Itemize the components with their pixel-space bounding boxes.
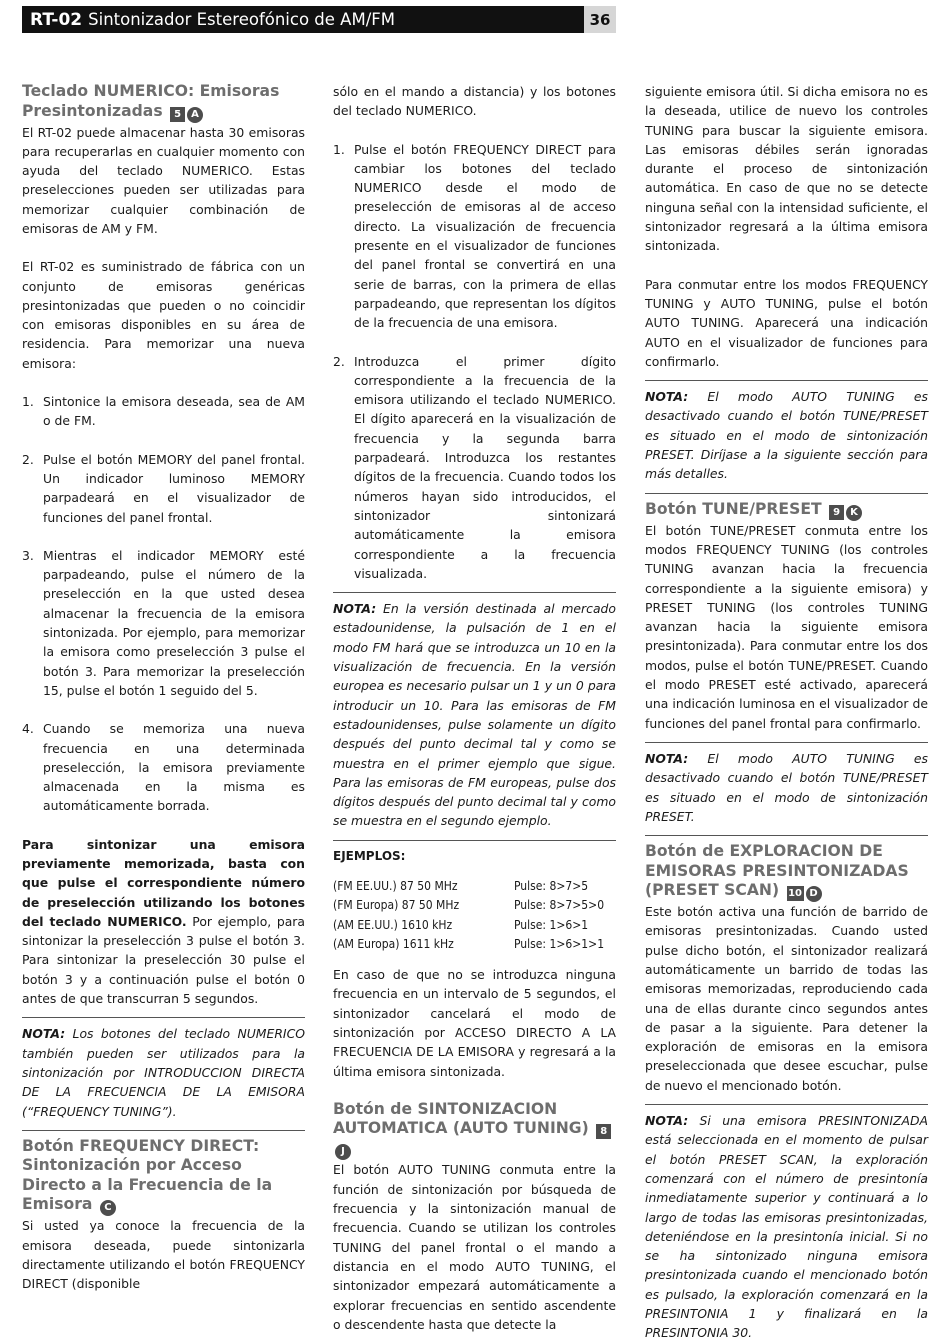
- paragraph: El RT-02 es suministrado de fábrica con un conjunto de emisoras genéricas presintonizadas que pueden o no coincidir con emisoras disponibles en su área de residencia. Para memorizar una nueva emisora:: [22, 259, 305, 371]
- divider: [645, 835, 928, 836]
- divider: [333, 592, 616, 593]
- header-bar: [22, 6, 584, 33]
- list-item: 2. Introduzca el primer dígito correspondiente a la frecuencia de la emisora utilizando el teclado NUMERICO. El dígito aparecerá en la visualización de frecuencia y la segunda barra parpadeará. Introduzca los restantes dígitos de la frecuencia. Cuando todos los números hayan sido introducidos, el sintonizador sintonizará automáticamente la emisora correspondiente a la frecuencia visualizada.: [333, 353, 616, 581]
- column-1: [22, 82, 305, 1294]
- note: NOTA: El modo AUTO TUNING es desactivado cuando el botón TUNE/PRESET es situado en el modo de sintonización PRESET. Diríjase a la siguiente sección para más detalles.: [645, 389, 928, 482]
- table-row: (AM EE.UU.) 1610 kHz Pulse: 1>6>1: [333, 917, 589, 932]
- frequency-direct-steps-list: [333, 140, 616, 584]
- remote-letter-badge: D: [806, 886, 822, 902]
- section-heading-frequency-direct: Botón FREQUENCY DIRECT: Sintonización por Acceso Directo a la Frecuencia de la Emisora C: [22, 1137, 305, 1217]
- paragraph: El botón AUTO TUNING conmuta entre la función de sintonización por búsqueda de frecuencia y la sintonización manual de frecuencia. Cuando se utilizan los controles TUNING del panel frontal o el mando a distancia en el modo AUTO TUNING, el sintonizador empezará automáticamente a explorar frecuencias en sentido ascendente o descendente hasta que detecte la: [333, 1162, 616, 1332]
- button-number-badge: 10: [788, 888, 802, 900]
- button-number-badge: 8: [596, 1124, 611, 1139]
- memory-steps-list: [22, 392, 305, 816]
- remote-letter-badge: C: [100, 1200, 116, 1216]
- table-row: (AM Europa) 1611 kHz Pulse: 1>6>1>1: [333, 936, 605, 951]
- list-item: 1. Sintonice la emisora deseada, sea de AM o de FM.: [22, 394, 305, 429]
- remote-letter-badge: J: [335, 1144, 351, 1160]
- examples-title: EJEMPLOS:: [333, 848, 406, 863]
- paragraph: El botón TUNE/PRESET conmuta entre los modos FREQUENCY TUNING (los controles TUNING avanzan hacia la frecuencia correspondiente a la siguiente emisora) y PRESET TUNING (los controles TUNING avanzan hacia la siguiente emisora presintonizada). Para conmutar entre los dos modos, pulse el botón TUNE/PRESET. Cuando el modo PRESET esté activado, aparecerá una indicación luminosa en el visualizador de funciones del panel frontal para confirmarlo.: [645, 522, 928, 731]
- list-item: 2. Pulse el botón MEMORY del panel frontal. Un indicador luminoso MEMORY parpadeará en el visualizador de funciones del panel frontal.: [22, 451, 305, 525]
- note: NOTA: Los botones del teclado NUMERICO también pueden ser utilizados para la sintonización por INTRODUCCION DIRECTA DE LA FRECUENCIA DE LA EMISORA (“FREQUENCY TUNING”).: [22, 1026, 305, 1119]
- paragraph: Este botón activa una función de barrido de emisoras presintonizadas. Cuando usted pulse dicho botón, el sintonizador realizará automáticamente un barrido de todas las emisoras memorizadas, reproduciendo cada una de ellas durante cinco segundos antes de pasar a la siguiente. Para detener la exploración de emisoras en la emisora preseleccionada que desee escuchar, pulse de nuevo el mencionado botón.: [645, 904, 928, 1093]
- paragraph: Para conmutar entre los modos FREQUENCY TUNING y AUTO TUNING, pulse el botón AUTO TUNING. Aparecerá una indicación AUTO en el visualizador de funciones para confirmarlo.: [645, 276, 928, 369]
- table-row: (FM EE.UU.) 87 50 MHz Pulse: 8>7>5: [333, 878, 589, 893]
- divider: [22, 1130, 305, 1131]
- paragraph: Para sintonizar una emisora previamente memorizada, basta con que pulse el correspondiente número de preselección utilizando los botones del teclado NUMERICO. Por ejemplo, para sintonizar la preselección 3 pulse el botón 3. Para sintonizar la preselección 30 pulse el botón 3 y a continuación pulse el botón 0 antes de que transcurran 5 segundos.: [22, 836, 305, 1007]
- paragraph: El RT-02 puede almacenar hasta 30 emisoras para recuperarlas en cualquier momento con ayuda del teclado NUMERICO. Estas preselecciones pueden ser utilizadas para memorizar cualquier combinación de emisoras de AM y FM.: [22, 124, 305, 236]
- remote-letter-badge: A: [187, 107, 203, 123]
- column-3: [645, 82, 928, 1343]
- paragraph: siguiente emisora útil. Si dicha emisora no es la deseada, utilice de nuevo los controles TUNING para buscar la siguiente emisora. Las emisoras débiles serán ignoradas durante el proceso de sintonización automática. En caso de que no se detecte ninguna señal con la intensidad suficiente, el sintonizador regresará a la última emisora sintonizada.: [645, 84, 928, 254]
- page-number: 36: [584, 6, 616, 33]
- note: NOTA: Si una emisora PRESINTONIZADA está seleccionada en el momento de pulsar el botón PRESET SCAN, la exploración comenzará con el número de presintonía inmediatamente superior y continuará a lo largo de todas las emisoras presintonizadas, deteniéndose en la presintonía inicial. Si no se ha sintonizado ninguna emisora presintonizada cuando el mencionado botón es pulsado, la exploración comenzará en la PRESINTONIA 1 y finalizará en la PRESINTONIA 30.: [645, 1113, 928, 1341]
- divider: [333, 840, 616, 841]
- paragraph: sólo en el mando a distancia) y los botones del teclado NUMERICO.: [333, 84, 616, 119]
- divider: [645, 493, 928, 494]
- remote-letter-badge: K: [846, 505, 862, 521]
- model-name: RT-02: [30, 9, 83, 30]
- paragraph: Si usted ya conoce la frecuencia de la emisora deseada, puede sintonizarla directamente utilizando el botón FREQUENCY DIRECT (disponible: [22, 1218, 305, 1292]
- divider: [645, 742, 928, 743]
- header-title: Sintonizador Estereofónico de AM/FM: [88, 10, 395, 29]
- section-heading-numeric-keypad: Teclado NUMERICO: Emisoras Presintonizadas 5 A: [22, 82, 305, 123]
- paragraph: En caso de que no se introduzca ninguna frecuencia en un intervalo de 5 segundos, el sintonizador cancelará el modo de sintonización por ACCESO DIRECTO A LA FRECUENCIA DE LA EMISORA y regresará a la última emisora sintonizada.: [333, 967, 616, 1079]
- examples-table: [333, 877, 616, 954]
- button-number-badge: 9: [829, 505, 844, 520]
- section-heading-auto-tuning: Botón de SINTONIZACION AUTOMATICA (AUTO TUNING) 8J: [333, 1100, 616, 1161]
- list-item: 3. Mientras el indicador MEMORY esté parpadeando, pulse el número de la preselección en la que usted desea almacenar la frecuencia de la emisora sintonizada. Por ejemplo, para memorizar la emisora como preselección 3 pulse el botón 3. Para memorizar la preselección 15, pulse el botón 1 seguido del 5.: [22, 547, 305, 698]
- section-heading-preset-scan: Botón de EXPLORACION DE EMISORAS PRESINTONIZADAS (PRESET SCAN) 10 D: [645, 842, 928, 902]
- list-item: 1. Pulse el botón FREQUENCY DIRECT para cambiar los botones del teclado NUMERICO desde el modo de preselección de emisoras al de acceso directo. La visualización de frecuencia presente en el visualizador de funciones del panel frontal se convertirá en una serie de barras, con la primera de ellas parpadeando, que representan los dígitos de la frecuencia de una emisora.: [333, 141, 616, 331]
- note: NOTA: El modo AUTO TUNING es desactivado cuando el botón TUNE/PRESET es situado en el modo de sintonización PRESET.: [645, 750, 928, 824]
- column-2: [333, 82, 616, 1334]
- divider: [645, 380, 928, 381]
- page-header: [22, 6, 616, 33]
- note: NOTA: En la versión destinada al mercado estadounidense, la pulsación de 1 en el modo FM hará que se introduzca un 10 en la visualización de frecuencia. En la versión europea es necesario pulsar un 1 y un 0 para introducir un 10. Para las emisoras de FM estadounidenses, pulse solamente un dígito después del punto decimal tal y como se muestra en el primer ejemplo que sigue. Para las emisoras de FM europeas, pulse dos dígitos después del punto decimal tal y como se muestra en el segundo ejemplo.: [333, 601, 616, 829]
- section-heading-tune-preset: Botón TUNE/PRESET 9 K: [645, 500, 928, 521]
- divider: [22, 1017, 305, 1018]
- button-number-badge: 5: [170, 107, 185, 122]
- table-row: (FM Europa) 87 50 MHz Pulse: 8>7>5>0: [333, 898, 605, 913]
- divider: [645, 1104, 928, 1105]
- list-item: 4. Cuando se memoriza una nueva frecuencia en una determinada preselección, la emisora previamente almacenada en la misma es automáticamente borrada.: [22, 721, 305, 814]
